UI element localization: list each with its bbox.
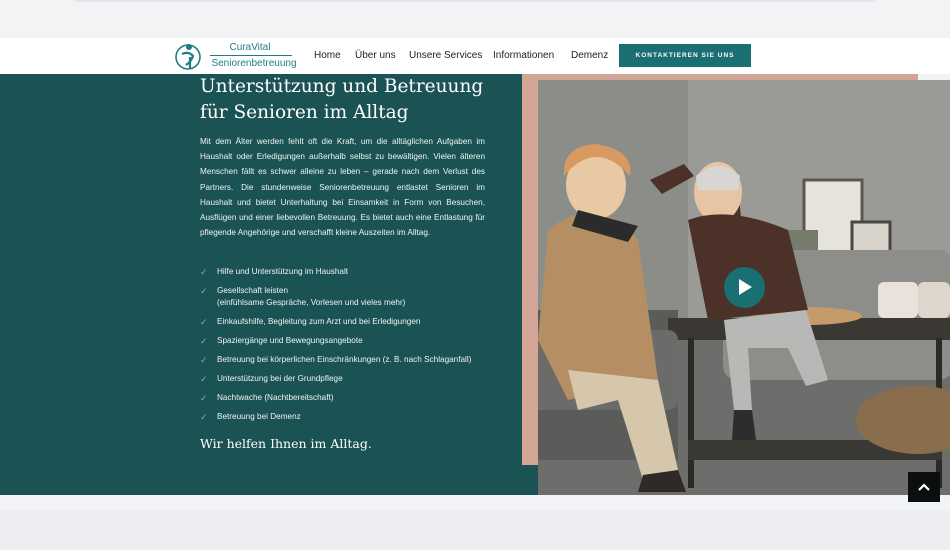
check-icon: ✓ [200, 374, 208, 384]
scroll-to-top-button[interactable] [908, 472, 940, 502]
next-section [0, 510, 950, 550]
check-icon: ✓ [200, 393, 208, 403]
logo-name: CuraVital [229, 42, 271, 53]
services-list [200, 266, 520, 423]
service-item [200, 373, 520, 385]
site-header [0, 38, 950, 74]
service-item [200, 266, 520, 278]
hero-headline [200, 74, 520, 126]
check-icon: ✓ [200, 412, 208, 422]
service-item [200, 335, 520, 347]
service-item-text: Betreuung bei körperlichen Einschränkungen (z. B. nach Schlaganfall) [217, 355, 472, 364]
service-item-text: Betreuung bei Demenz [217, 412, 301, 421]
service-item-text: Unterstützung bei der Grundpflege [217, 374, 343, 383]
service-item-subtext: (einfühlsame Gespräche, Vorlesen und vieles mehr) [217, 298, 406, 307]
hero-headline-line1: Unterstützung und Betreuung [200, 76, 484, 97]
service-item-text: Nachtwache (Nachtbereitschaft) [217, 393, 334, 402]
nav-ueber-uns[interactable]: Über uns [355, 50, 396, 61]
hero-paragraph: Mit dem Älter werden fehlt oft die Kraft, um die alltäglichen Aufgaben im Haushalt oder Erledigungen außerhalb selbst zu bewältigen. Vielen älteren Menschen fällt es schwer alleine zu leben – gerade nach dem Verlust des Partners. Die stundenweise Seniorenbetreuung entlastet Senioren im Haushalt und bietet Unterhaltung bei Einsamkeit in Form von Besuchen, Ausflügen und einer liebevollen Betreuung. Es bietet auch eine Entlastung für pflegende Angehörige und verschafft kleine Auszeiten im Alltag. [200, 137, 485, 238]
hero-headline-line2: für Senioren im Alltag [200, 102, 409, 123]
nav-home[interactable]: Home [314, 50, 341, 61]
chevron-up-icon [917, 480, 931, 494]
play-video-button[interactable] [724, 267, 765, 308]
service-item-text: Einkaufshilfe, Begleitung zum Arzt und bei Erledigungen [217, 317, 421, 326]
service-item [200, 285, 520, 309]
service-item [200, 316, 520, 328]
logo-mark-icon [172, 40, 204, 72]
nav-demenz[interactable]: Demenz [571, 50, 609, 61]
hero-tagline: Wir helfen Ihnen im Alltag. [200, 436, 372, 451]
nav-informationen[interactable]: Informationen [493, 50, 555, 61]
check-icon: ✓ [200, 267, 208, 277]
check-icon: ✓ [200, 317, 208, 327]
nav-unsere-services[interactable]: Unsere Services [409, 50, 483, 61]
play-icon [737, 278, 753, 296]
service-item-text: Hilfe und Unterstützung im Haushalt [217, 267, 349, 276]
check-icon: ✓ [200, 355, 208, 365]
contact-button[interactable]: KONTAKTIEREN SIE UNS [619, 44, 751, 67]
logo[interactable] [172, 40, 302, 72]
logo-divider [210, 55, 292, 56]
check-icon: ✓ [200, 336, 208, 346]
service-item-text: Spaziergänge und Bewegungsangebote [217, 336, 363, 345]
top-divider [75, 0, 875, 2]
service-item [200, 411, 520, 423]
service-item [200, 392, 520, 404]
service-item-text: Gesellschaft leisten [217, 286, 288, 295]
logo-subtitle: Seniorenbetreuung [211, 58, 297, 69]
check-icon: ✓ [200, 286, 208, 296]
service-item [200, 354, 520, 366]
